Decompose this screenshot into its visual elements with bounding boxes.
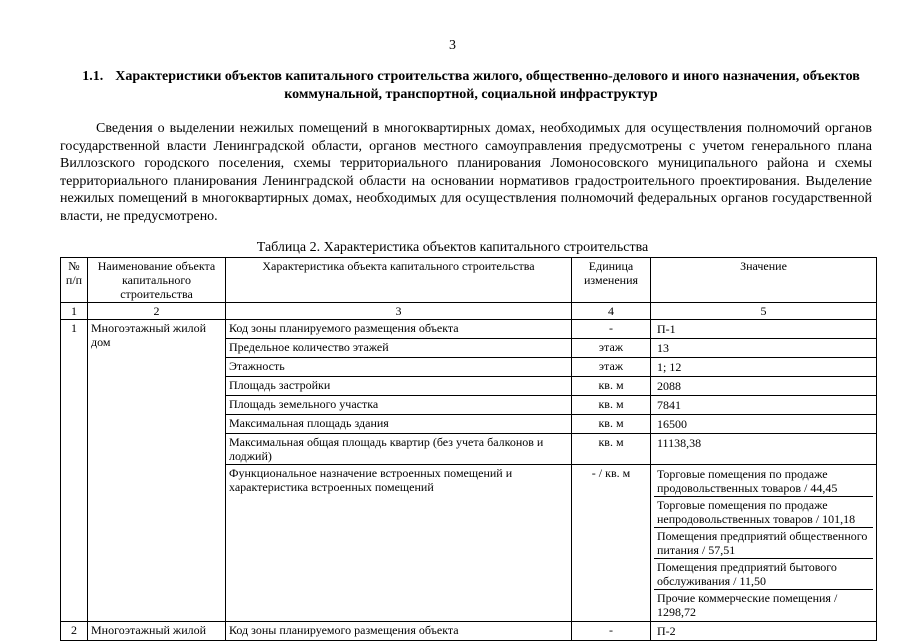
column-number-cell: 5 [651, 303, 877, 320]
row-number-cell: 2 [61, 622, 88, 641]
unit-cell: этаж [572, 358, 651, 377]
characteristic-cell: Площадь земельного участка [226, 396, 572, 415]
value-cell [651, 377, 877, 396]
unit-cell: этаж [572, 339, 651, 358]
column-number-cell: 1 [61, 303, 88, 320]
column-number-row [61, 303, 877, 320]
object-name-cell: Многоэтажный жилой дом [88, 320, 226, 622]
characteristic-cell: Максимальная площадь здания [226, 415, 572, 434]
column-number-cell: 3 [226, 303, 572, 320]
characteristic-cell: Этажность [226, 358, 572, 377]
value-line: Прочие коммерческие помещения / 1298,72 [654, 589, 873, 620]
value-line: 2088 [657, 379, 681, 393]
object-name-cell: Многоэтажный жилой [88, 622, 226, 641]
section-title [66, 68, 876, 104]
table-body [61, 320, 877, 641]
value-line: П-1 [657, 322, 676, 336]
value-cell [651, 320, 877, 339]
value-cell [651, 339, 877, 358]
value-line: Помещения предприятий общественного питания / 57,51 [654, 527, 873, 558]
unit-cell: - / кв. м [572, 465, 651, 622]
characteristic-cell: Максимальная общая площадь квартир (без учета балконов и лоджий) [226, 434, 572, 465]
value-cell [651, 465, 877, 622]
header-cell: Единица изменения [572, 258, 651, 303]
characteristic-cell: Функциональное назначение встроенных помещений и характеристика встроенных помещений [226, 465, 572, 622]
characteristic-cell: Предельное количество этажей [226, 339, 572, 358]
value-line: Торговые помещения по продаже непродовольственных товаров / 101,18 [654, 496, 873, 527]
value-line: Помещения предприятий бытового обслуживания / 11,50 [654, 558, 873, 589]
body-paragraph: Сведения о выделении нежилых помещений в многоквартирных домах, необходимых для осуществления полномочий органов государственной власти Ленинградской области, органов местного самоуправления предусмотрены с учетом генерального плана Виллозского городского поселения, схемы территориального планирования Ломоносовского муниципального района и схемы территориального планирования Ленинградской области на основании нормативов градостроительного проектирования. Выделение нежилых помещений в многоквартирных домах, необходимых для осуществления полномочий федеральных органов государственной власти, не предусмотрено. [60, 121, 872, 224]
value-cell [651, 415, 877, 434]
characteristics-table [60, 257, 877, 641]
value-line: П-2 [657, 624, 676, 638]
header-cell: Наименование объекта капитального строительства [88, 258, 226, 303]
unit-cell: - [572, 320, 651, 339]
value-line: 13 [657, 341, 669, 355]
table-row [61, 622, 877, 641]
page-number: 3 [449, 38, 456, 53]
unit-cell: кв. м [572, 396, 651, 415]
characteristic-cell: Код зоны планируемого размещения объекта [226, 622, 572, 641]
value-line: 11138,38 [657, 436, 702, 450]
section-number: 1.1. [82, 69, 104, 84]
unit-cell: кв. м [572, 377, 651, 396]
table-caption: Таблица 2. Характеристика объектов капитального строительства [256, 240, 649, 255]
value-cell [651, 358, 877, 377]
section-title-text: Характеристики объектов капитального строительства жилого, общественно-делового и иного назначения, объектов коммунальной, транспортной, социальной инфраструктур [115, 69, 860, 102]
characteristic-cell: Площадь застройки [226, 377, 572, 396]
header-cell: № п/п [61, 258, 88, 303]
value-cell [651, 622, 877, 641]
table-header-row [61, 258, 877, 303]
header-cell: Значение [651, 258, 877, 303]
column-number-cell: 2 [88, 303, 226, 320]
row-number-cell: 1 [61, 320, 88, 622]
value-cell [651, 396, 877, 415]
header-cell: Характеристика объекта капитального строительства [226, 258, 572, 303]
value-line: 16500 [657, 417, 687, 431]
table-row [61, 320, 877, 339]
value-line: 1; 12 [657, 360, 682, 374]
characteristic-cell: Код зоны планируемого размещения объекта [226, 320, 572, 339]
value-line: 7841 [657, 398, 681, 412]
value-line: Торговые помещения по продаже продовольственных товаров / 44,45 [657, 467, 838, 495]
unit-cell: кв. м [572, 415, 651, 434]
unit-cell: - [572, 622, 651, 641]
unit-cell: кв. м [572, 434, 651, 465]
column-number-cell: 4 [572, 303, 651, 320]
value-cell [651, 434, 877, 465]
